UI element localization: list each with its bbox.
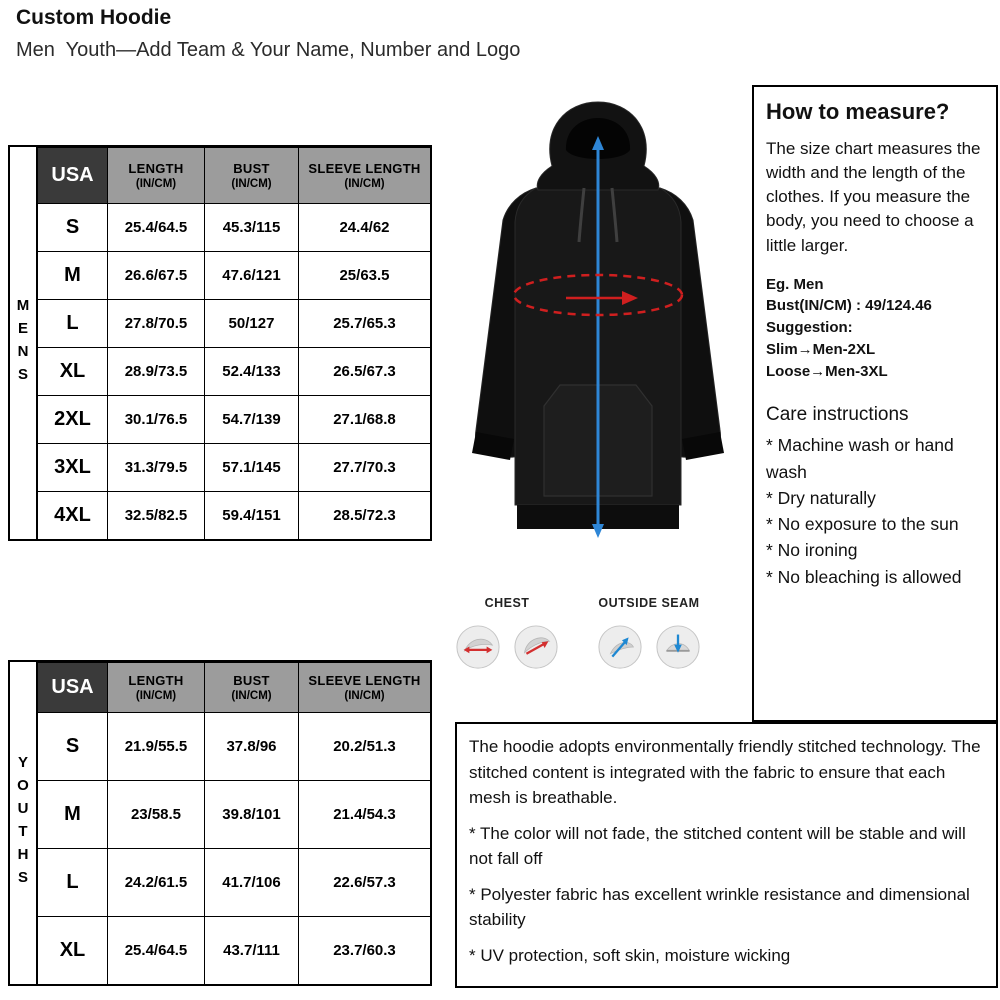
- sleeve-cell: 27.7/70.3: [299, 444, 431, 492]
- header-line2: (IN/CM): [231, 178, 272, 190]
- table-row: [38, 713, 431, 781]
- table-head: [38, 148, 431, 204]
- chest-measure-icon-2: [513, 624, 559, 670]
- sleeve-length-header: [299, 148, 431, 204]
- description-paragraph: * The color will not fade, the stitched content will be stable and will not fall off: [469, 823, 966, 868]
- youths-size-table: [37, 662, 431, 985]
- length-cell: 31.3/79.5: [108, 444, 205, 492]
- table-row: [38, 917, 431, 985]
- table-body: [38, 713, 431, 985]
- size-cell: M: [38, 781, 108, 849]
- bust-cell: 57.1/145: [205, 444, 299, 492]
- how-to-measure-box: [752, 85, 998, 722]
- bust-cell: 43.7/111: [205, 917, 299, 985]
- size-cell: L: [38, 300, 108, 348]
- sleeve-cell: 20.2/51.3: [299, 713, 431, 781]
- sleeve-cell: 26.5/67.3: [299, 348, 431, 396]
- eg-line: Eg. Men: [766, 275, 824, 293]
- size-chart-youths: [8, 660, 432, 986]
- size-cell: M: [38, 252, 108, 300]
- length-cell: 23/58.5: [108, 781, 205, 849]
- bust-cell: 54.7/139: [205, 396, 299, 444]
- size-cell: L: [38, 849, 108, 917]
- sleeve-cell: 21.4/54.3: [299, 781, 431, 849]
- size-cell: 3XL: [38, 444, 108, 492]
- header-line1: LENGTH: [128, 161, 184, 176]
- sleeve-cell: 23.7/60.3: [299, 917, 431, 985]
- length-cell: 21.9/55.5: [108, 713, 205, 781]
- outside-seam-guide-label: OUTSIDE SEAM: [598, 596, 700, 610]
- seam-measure-icon-2: [655, 624, 701, 670]
- sleeve-length-header: [299, 663, 431, 713]
- care-item: * No ironing: [766, 540, 858, 561]
- product-description-box: [455, 722, 998, 988]
- header-line2: (IN/CM): [231, 690, 272, 702]
- sleeve-cell: 28.5/72.3: [299, 492, 431, 540]
- hoodie-svg: [448, 90, 748, 582]
- length-measure-arrow-bottom: [592, 524, 604, 538]
- sleeve-cell: 27.1/68.8: [299, 396, 431, 444]
- table-head: [38, 663, 431, 713]
- size-chart-mens: [8, 145, 432, 541]
- table-row: [38, 781, 431, 849]
- eg-line: Slim→Men-2XL: [766, 340, 876, 358]
- chest-guide-label: CHEST: [484, 596, 530, 610]
- bust-header: [205, 148, 299, 204]
- care-instructions-title: Care instructions: [766, 404, 909, 426]
- bust-cell: 47.6/121: [205, 252, 299, 300]
- bust-cell: 52.4/133: [205, 348, 299, 396]
- bust-cell: 50/127: [205, 300, 299, 348]
- description-paragraph: * UV protection, soft skin, moisture wicking: [469, 945, 791, 965]
- header-line2: (IN/CM): [344, 690, 385, 702]
- table-row: [38, 444, 431, 492]
- description-paragraph: * Polyester fabric has excellent wrinkle resistance and dimensional stability: [469, 884, 970, 929]
- outside-seam-guide-icons: [597, 624, 701, 670]
- table-body: [38, 204, 431, 540]
- care-item: * Machine wash or hand wash: [766, 435, 954, 482]
- page-title: Custom Hoodie: [16, 6, 172, 29]
- table-row: [38, 252, 431, 300]
- usa-header: USA: [38, 148, 108, 204]
- header-line2: (IN/CM): [344, 178, 385, 190]
- header-line1: SLEEVE LENGTH: [308, 161, 421, 176]
- bust-cell: 59.4/151: [205, 492, 299, 540]
- outside-seam-guide: [597, 596, 701, 670]
- bust-cell: 41.7/106: [205, 849, 299, 917]
- length-header: [108, 148, 205, 204]
- length-cell: 28.9/73.5: [108, 348, 205, 396]
- table-row: [38, 348, 431, 396]
- usa-header: USA: [38, 663, 108, 713]
- size-chart-group-label-youths: YOUTHS: [10, 662, 37, 984]
- length-header: [108, 663, 205, 713]
- header-line1: LENGTH: [128, 673, 184, 688]
- page-header: [16, 6, 776, 62]
- length-cell: 24.2/61.5: [108, 849, 205, 917]
- care-item: * No bleaching is allowed: [766, 566, 962, 587]
- size-cell: XL: [38, 917, 108, 985]
- table-row: [38, 396, 431, 444]
- eg-line: Loose→Men-3XL: [766, 362, 888, 380]
- header-line1: SLEEVE LENGTH: [308, 673, 421, 688]
- sleeve-cell: 24.4/62: [299, 204, 431, 252]
- chest-measure-icon-1: [455, 624, 501, 670]
- size-cell: S: [38, 204, 108, 252]
- header-line2: (IN/CM): [135, 178, 177, 190]
- size-cell: S: [38, 713, 108, 781]
- table-row: [38, 204, 431, 252]
- header-row: [38, 663, 431, 713]
- table-row: [38, 849, 431, 917]
- sleeve-cell: 25.7/65.3: [299, 300, 431, 348]
- size-cell: 2XL: [38, 396, 108, 444]
- header-line2: (IN/CM): [135, 690, 177, 702]
- header-row: [38, 148, 431, 204]
- length-cell: 25.4/64.5: [108, 204, 205, 252]
- how-to-measure-body: The size chart measures the width and the length of the clothes. If you measure the body, you need to choose a little larger.: [766, 139, 981, 255]
- care-item: * No exposure to the sun: [766, 514, 959, 535]
- length-cell: 27.8/70.5: [108, 300, 205, 348]
- eg-line: Bust(IN/CM) : 49/124.46: [766, 297, 932, 315]
- eg-line: Suggestion:: [766, 319, 853, 337]
- length-cell: 26.6/67.5: [108, 252, 205, 300]
- mens-size-table: [37, 147, 431, 540]
- page-subtitle: Men Youth—Add Team & Your Name, Number and Logo: [16, 39, 521, 61]
- length-cell: 30.1/76.5: [108, 396, 205, 444]
- bust-cell: 45.3/115: [205, 204, 299, 252]
- header-line1: BUST: [233, 161, 270, 176]
- length-cell: 25.4/64.5: [108, 917, 205, 985]
- care-item: * Dry naturally: [766, 487, 876, 508]
- table-row: [38, 492, 431, 540]
- sleeve-cell: 22.6/57.3: [299, 849, 431, 917]
- seam-measure-icon-1: [597, 624, 643, 670]
- description-paragraph: The hoodie adopts environmentally friendly stitched technology. The stitched content is integrated with the fabric to ensure that each mesh is breathable.: [469, 737, 981, 807]
- size-cell: XL: [38, 348, 108, 396]
- table-row: [38, 300, 431, 348]
- size-cell: 4XL: [38, 492, 108, 540]
- bust-cell: 39.8/101: [205, 781, 299, 849]
- size-chart-group-label-mens: MENS: [10, 147, 37, 539]
- header-line1: BUST: [233, 673, 270, 688]
- bust-header: [205, 663, 299, 713]
- chest-guide-icons: [455, 624, 559, 670]
- measuring-guide: [455, 596, 755, 670]
- sleeve-cell: 25/63.5: [299, 252, 431, 300]
- chest-guide: [455, 596, 559, 670]
- how-to-measure-title: How to measure?: [766, 99, 950, 124]
- bust-cell: 37.8/96: [205, 713, 299, 781]
- hoodie-illustration: [448, 90, 748, 582]
- length-cell: 32.5/82.5: [108, 492, 205, 540]
